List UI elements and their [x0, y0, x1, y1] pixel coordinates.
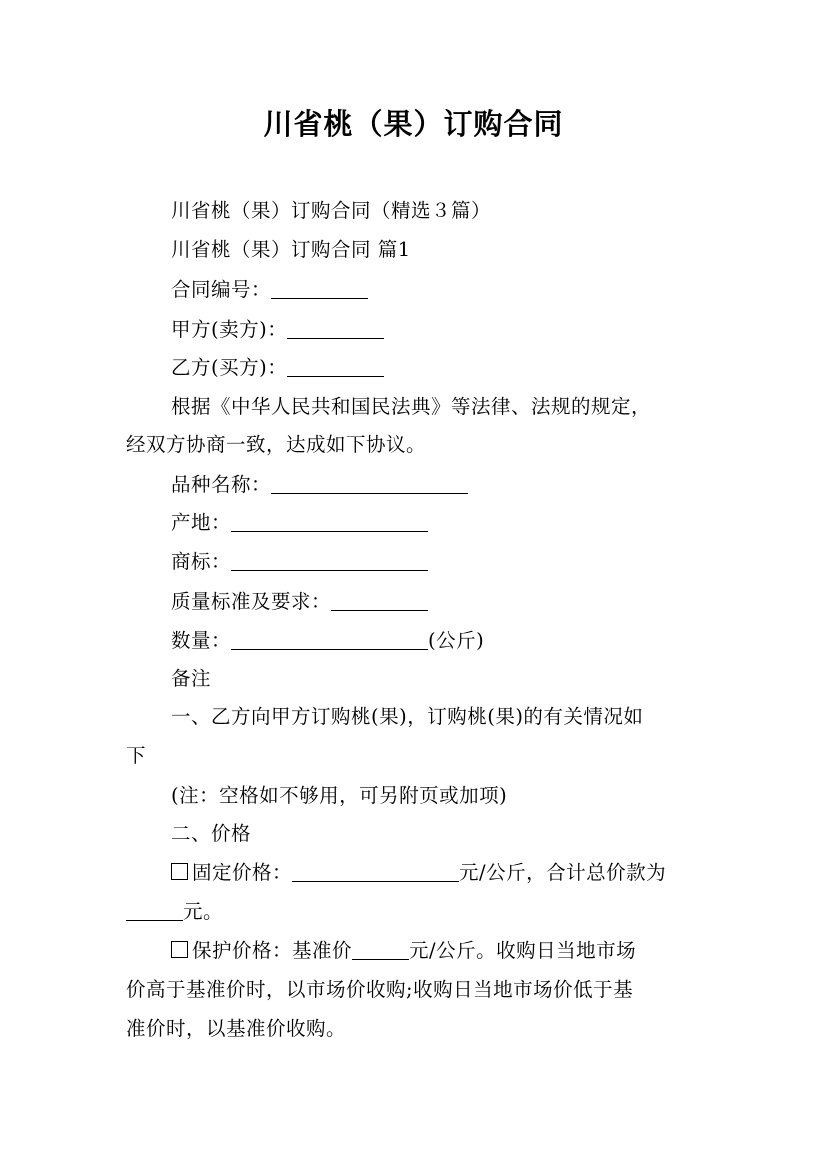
contract-number-line — [171, 276, 771, 304]
protect-price-blank[interactable] — [352, 939, 409, 960]
party-a-line — [171, 316, 771, 344]
protect-line-c: 价高于基准价时，以市场价收购;收购日当地市场价低于基 — [126, 978, 634, 1001]
fixed-price-tail: 元/公斤，合计总价款为 — [459, 861, 667, 884]
basis-line-2: 经双方协商一致，达成如下协议。 — [126, 433, 427, 456]
protect-line-d: 准价时，以基准价收购。 — [126, 1017, 347, 1040]
quantity-unit: (公斤) — [428, 629, 485, 652]
section-1-line-a: 一、乙方向甲方订购桃(果)，订购桃(果)的有关情况如 — [171, 705, 644, 728]
contract-number-label: 合同编号： — [171, 278, 272, 301]
quantity-label: 数量： — [171, 629, 232, 652]
section-1-line-b: 下 — [126, 744, 147, 767]
fixed-price-label: 固定价格： — [192, 861, 293, 884]
fixed-total-unit: 元。 — [183, 900, 224, 923]
party-a-label: 甲方(卖方)： — [171, 318, 288, 341]
brand-label: 商标： — [171, 550, 232, 573]
fixed-price-blank[interactable] — [292, 861, 459, 882]
party-b-line — [171, 354, 771, 382]
variety-label: 品种名称： — [171, 473, 272, 496]
protect-price-checkbox[interactable] — [171, 941, 188, 958]
fixed-price-line — [171, 859, 771, 887]
quantity-line — [171, 627, 771, 655]
origin-label: 产地： — [171, 511, 232, 534]
quality-label: 质量标准及要求： — [171, 590, 332, 613]
contract-number-blank[interactable] — [271, 278, 368, 299]
origin-blank[interactable] — [231, 511, 428, 532]
note-line: (注：空格如不够用，可另附页或加项) — [171, 784, 508, 807]
brand-blank[interactable] — [231, 550, 428, 571]
party-b-label: 乙方(买方)： — [171, 356, 288, 379]
variety-line — [171, 471, 771, 499]
quantity-blank[interactable] — [231, 629, 428, 650]
fixed-total-line — [126, 898, 726, 926]
quality-blank[interactable] — [331, 590, 428, 611]
protect-price-label: 保护价格：基准价 — [192, 939, 353, 962]
protect-price-line — [171, 937, 771, 965]
fixed-total-blank[interactable] — [126, 900, 183, 921]
origin-line — [171, 509, 771, 537]
party-b-blank[interactable] — [287, 356, 384, 377]
quality-line — [171, 588, 771, 616]
section-heading: 川省桃（果）订购合同 篇1 — [171, 238, 411, 261]
remark-line: 备注 — [171, 667, 212, 690]
party-a-blank[interactable] — [287, 318, 384, 339]
section-2-heading: 二、价格 — [171, 822, 252, 845]
fixed-price-checkbox[interactable] — [171, 863, 188, 880]
basis-line-1: 根据《中华人民共和国民法典》等法律、法规的规定， — [171, 395, 652, 418]
variety-blank[interactable] — [271, 473, 468, 494]
brand-line — [171, 548, 771, 576]
document-title: 川省桃（果）订购合同 — [263, 107, 564, 141]
subtitle-line: 川省桃（果）订购合同（精选３篇） — [171, 199, 492, 222]
protect-price-tail: 元/公斤。收购日当地市场 — [409, 939, 637, 962]
